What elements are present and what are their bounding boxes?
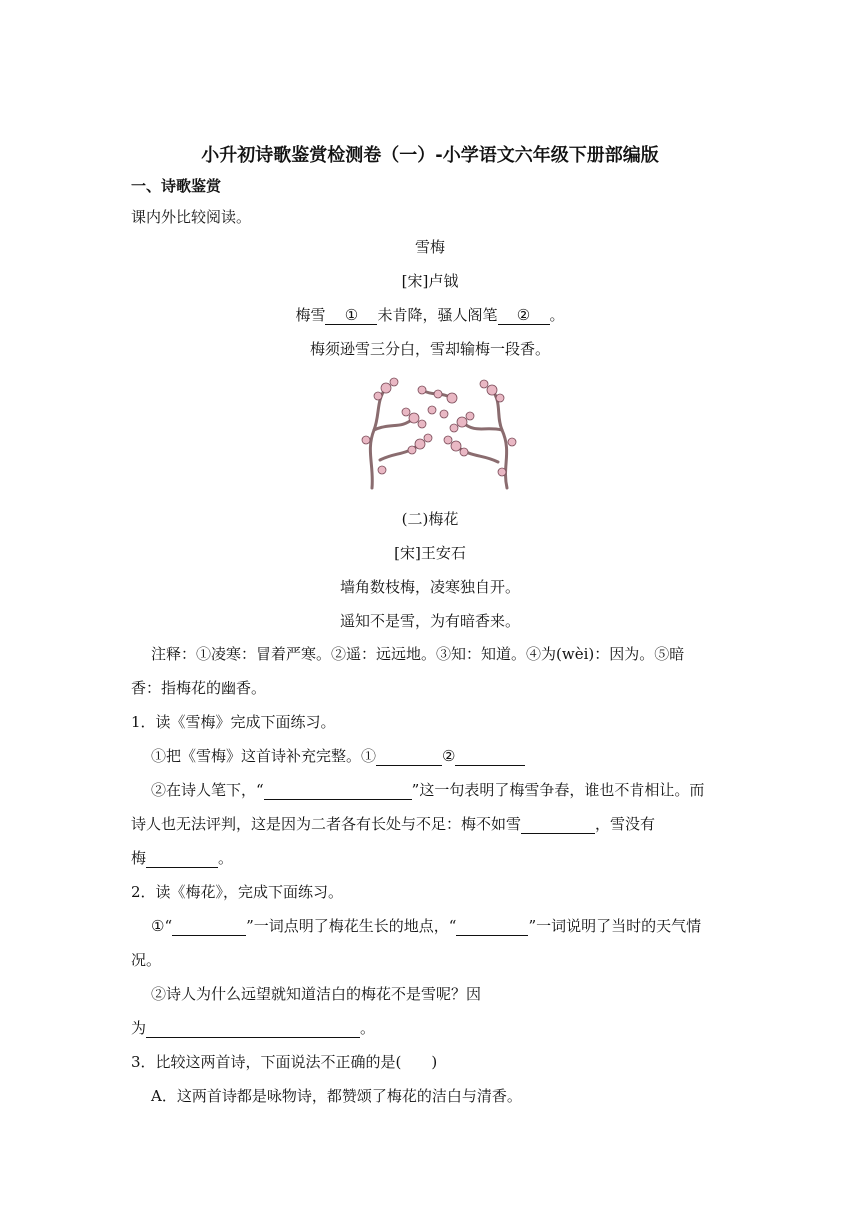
poem1-line2: 梅须逊雪三分白，雪却输梅一段香。 bbox=[309, 340, 550, 358]
intro-text: 课内外比较阅读。 bbox=[131, 208, 252, 226]
page-title: 小升初诗歌鉴赏检测卷（一）-小学语文六年级下册部编版 bbox=[201, 145, 659, 166]
poem1-blank-2[interactable]: ② bbox=[498, 306, 550, 325]
poem2-line2: 遥知不是雪，为有暗香来。 bbox=[339, 612, 520, 630]
question-2-stem: 2．读《梅花》，完成下面练习。 bbox=[131, 883, 344, 901]
poem1-line1: 梅雪 ① 未肯降，骚人阁笔 ② 。 bbox=[295, 306, 565, 324]
question-3-option-a: A．这两首诗都是咏物诗，都赞颂了梅花的洁白与清香。 bbox=[151, 1087, 522, 1105]
answer-blank-7[interactable] bbox=[456, 917, 528, 936]
question-3-stem: 3．比较这两首诗，下面说法不正确的是( ) bbox=[131, 1053, 438, 1071]
question-2-b-cont: 为 。 bbox=[131, 1019, 376, 1037]
answer-blank-2[interactable] bbox=[455, 747, 525, 766]
poem2-line1: 墙角数枝梅，凌寒独自开。 bbox=[339, 578, 520, 596]
answer-blank-5[interactable] bbox=[146, 849, 218, 868]
answer-blank-4[interactable] bbox=[521, 815, 595, 834]
question-2-a-end: 况。 bbox=[131, 951, 162, 969]
question-1-a: ①把《雪梅》这首诗补充完整。① ② bbox=[151, 745, 525, 766]
question-2-b: ②诗人为什么远望就知道洁白的梅花不是雪呢？因 bbox=[151, 985, 482, 1003]
poem1-author: [宋]卢钺 bbox=[401, 272, 459, 290]
answer-blank-6[interactable] bbox=[172, 917, 246, 936]
question-2-a: ①“ ”一词点明了梅花生长的地点，“ ”一词说明了当时的天气情 bbox=[151, 917, 702, 935]
answer-blank-3[interactable] bbox=[264, 781, 412, 800]
question-1-stem: 1．读《雪梅》完成下面练习。 bbox=[131, 713, 336, 731]
poem1-blank-1[interactable]: ① bbox=[325, 306, 377, 325]
section-heading: 一、诗歌鉴赏 bbox=[131, 177, 222, 195]
plum-blossom-illustration bbox=[352, 370, 527, 490]
question-1-b-cont: 诗人也无法评判，这是因为二者各有长处与不足：梅不如雪 ，雪没有 bbox=[131, 815, 656, 833]
question-1-b-end: 梅 。 bbox=[131, 849, 234, 867]
notes-line-2: 香：指梅花的幽香。 bbox=[131, 679, 267, 697]
answer-blank-8[interactable] bbox=[146, 1019, 360, 1038]
poem2-title: (二)梅花 bbox=[401, 510, 459, 528]
poem2-author: [宋]王安石 bbox=[394, 544, 466, 562]
answer-blank-1[interactable] bbox=[376, 747, 442, 766]
notes-line-1: 注释：①凌寒：冒着严寒。②遥：远远地。③知：知道。④为(wèi)：因为。⑤暗 bbox=[151, 645, 685, 663]
question-1-b: ②在诗人笔下，“ ”这一句表明了梅雪争春，谁也不肯相让。而 bbox=[151, 781, 705, 799]
poem1-title: 雪梅 bbox=[414, 238, 445, 256]
